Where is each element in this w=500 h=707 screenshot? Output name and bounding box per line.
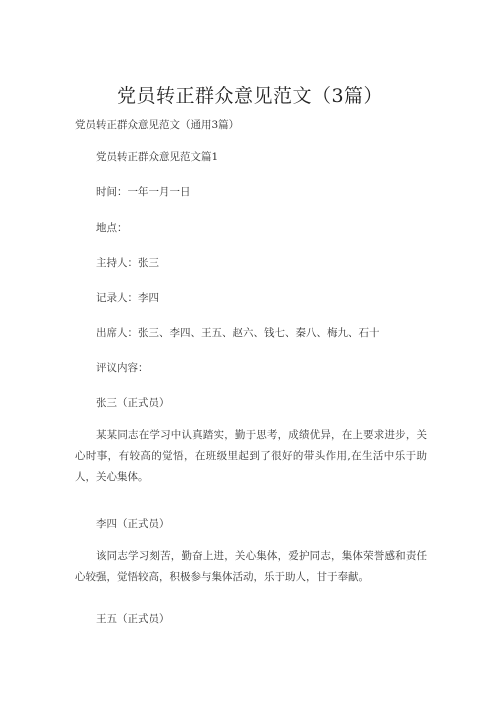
- speaker-name: 王五（正式员）: [96, 613, 170, 625]
- meeting-location: 地点：: [96, 222, 128, 234]
- document-subtitle: 党员转正群众意见范文（通用3篇）: [75, 119, 240, 131]
- speaker-comment: 某某同志在学习中认真踏实，勤于思考，成绩优异，在上要求进步，关心时事，有较高的觉悟，在班级里起到了很好的带头作用,在生活中乐于助人，关心集体。: [75, 429, 427, 483]
- review-content-label: 评议内容：: [96, 362, 149, 374]
- meeting-attendees: 出席人：张三、李四、王五、赵六、钱七、秦八、梅九、石十: [96, 327, 380, 339]
- speaker-name: 李四（正式员）: [96, 518, 170, 530]
- meeting-host: 主持人：张三: [96, 257, 159, 269]
- document-title: 党员转正群众意见范文（3篇）: [116, 85, 384, 107]
- section-heading: 党员转正群众意见范文篇1: [96, 151, 219, 163]
- speaker-name: 张三（正式员）: [96, 397, 170, 409]
- speaker-comment: 该同志学习刻苦，勤奋上进，关心集体，爱护同志，集体荣誉感和责任心较强，觉悟较高，积极参与集体活动，乐于助人，甘于奉献。: [75, 550, 427, 583]
- meeting-time: 时间：一年一月一日: [96, 186, 191, 198]
- meeting-recorder: 记录人：李四: [96, 292, 159, 304]
